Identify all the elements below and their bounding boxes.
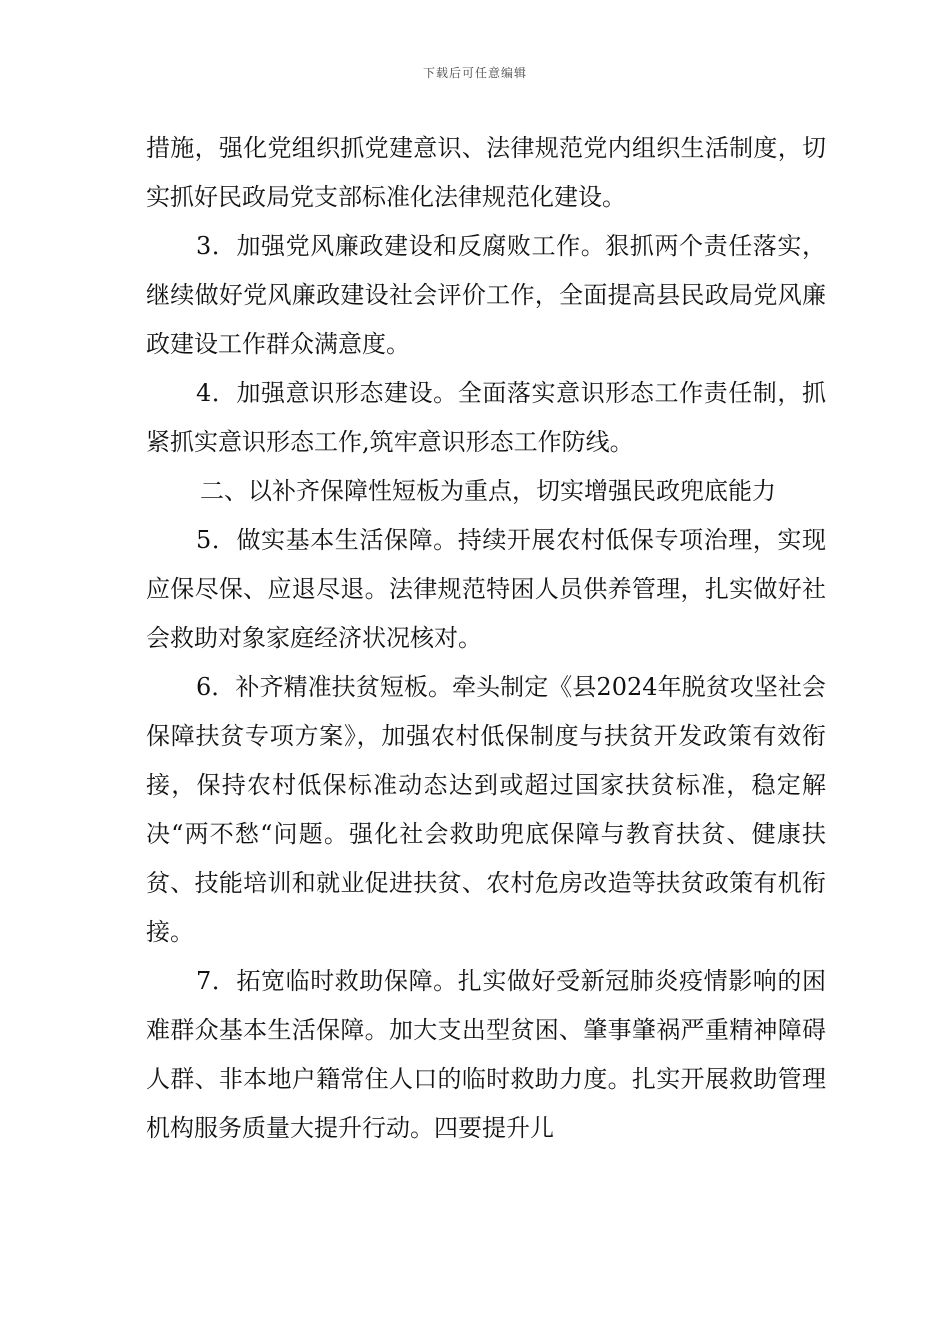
paragraph-item-4: 4．加强意识形态建设。全面落实意识形态工作责任制，抓紧抓实意识形态工作,筑牢意识形态工作防线。 xyxy=(146,379,826,456)
page-header-note: 下载后可任意编辑 xyxy=(422,66,527,80)
document-body xyxy=(146,124,826,1153)
paragraph-continuation: 措施，强化党组织抓党建意识、法律规范党内组织生活制度，切实抓好民政局党支部标准化法律规范化建设。 xyxy=(146,134,826,211)
paragraph-item-6: 6．补齐精准扶贫短板。牵头制定《县2024年脱贫攻坚社会保障扶贫专项方案》，加强农村低保制度与扶贫开发政策有效衔接，保持农村低保标准动态达到或超过国家扶贫标准，稳定解决“两不愁“问题。强化社会救助兜底保障与教育扶贫、健康扶贫、技能培训和就业促进扶贫、农村危房改造等扶贫政策有机衔接。 xyxy=(146,673,826,946)
paragraph-item-7: 7．拓宽临时救助保障。扎实做好受新冠肺炎疫情影响的困难群众基本生活保障。加大支出型贫困、肇事肇祸严重精神障碍人群、非本地户籍常住人口的临时救助力度。扎实开展救助管理机构服务质量大提升行动。四要提升儿 xyxy=(146,967,826,1142)
paragraph-item-5: 5．做实基本生活保障。持续开展农村低保专项治理，实现应保尽保、应退尽退。法律规范特困人员供养管理，扎实做好社会救助对象家庭经济状况核对。 xyxy=(146,526,826,652)
paragraph-item-3: 3．加强党风廉政建设和反腐败工作。狠抓两个责任落实，继续做好党风廉政建设社会评价工作，全面提高县民政局党风廉政建设工作群众满意度。 xyxy=(146,232,826,358)
section-heading-2: 二、以补齐保障性短板为重点，切实增强民政兜底能力 xyxy=(200,477,776,505)
